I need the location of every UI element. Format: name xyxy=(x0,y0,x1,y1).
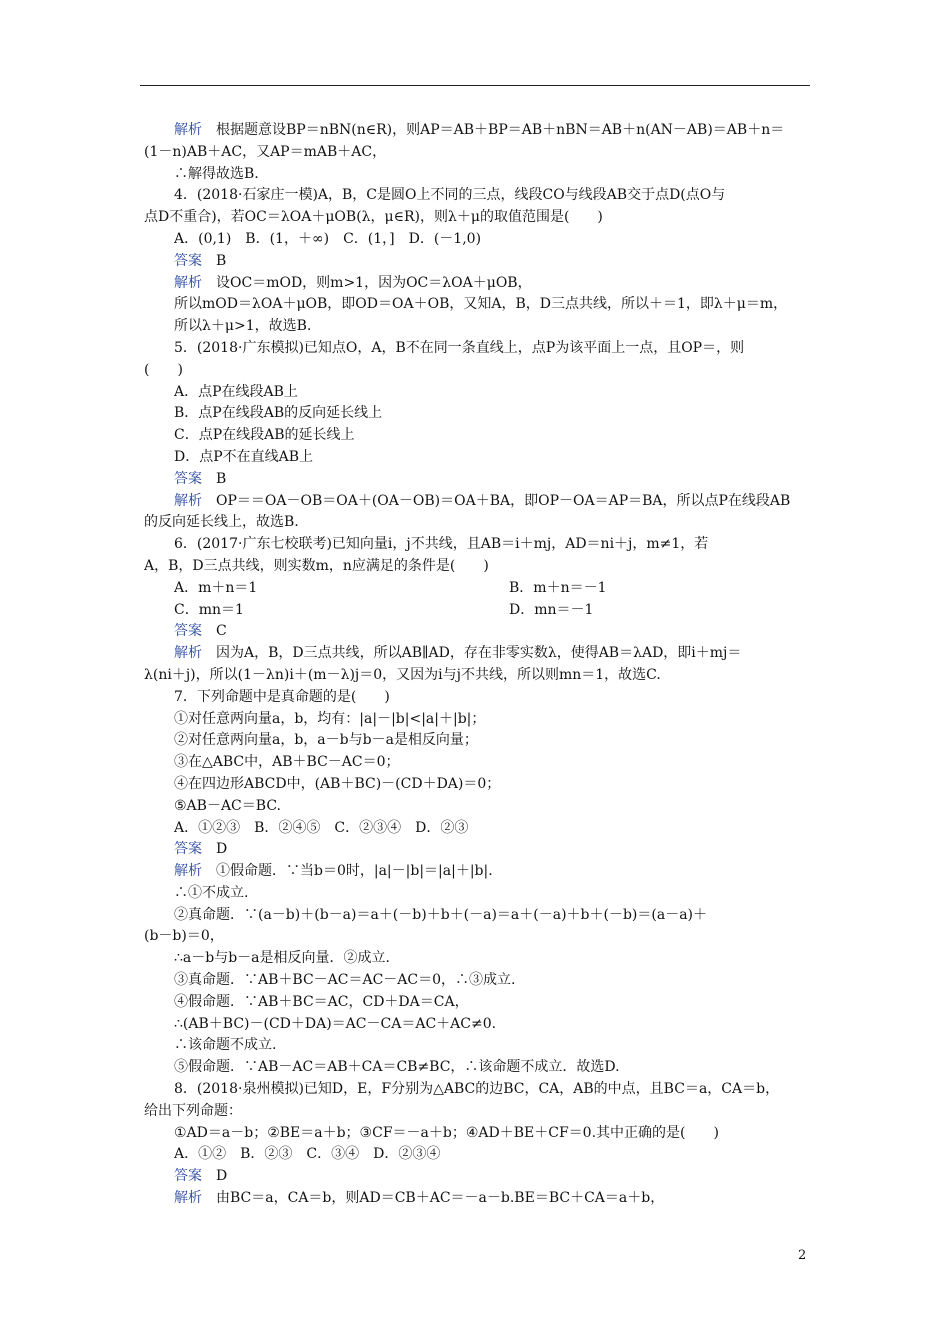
answer-label: 答案 xyxy=(174,252,202,269)
line-text: 设OC＝mOD，则m>1，因为OC＝λOA＋μOB， xyxy=(216,274,532,291)
line-text: D xyxy=(216,841,228,858)
line-text: D．点P不在直线AB上 xyxy=(174,448,314,465)
line-text: 的反向延长线上，故选B. xyxy=(144,514,299,531)
analysis-label: 解析 xyxy=(174,645,202,662)
line-text: ①假命题．∵当b＝0时，|a|－|b|＝|a|＋|b|. xyxy=(216,863,493,880)
line-text: 所以mOD＝λOA＋μOB，即OD＝OA＋OB，又知A，B，D三点共线，所以＋＝1，即λ＋μ＝m， xyxy=(174,296,788,313)
text-line xyxy=(144,970,812,992)
text-line xyxy=(144,1057,812,1079)
text-line xyxy=(144,229,812,251)
option-text: D．mn＝－1 xyxy=(509,601,594,618)
text-line xyxy=(144,382,812,404)
text-line xyxy=(144,251,812,273)
answer-label: 答案 xyxy=(174,1168,202,1185)
text-line xyxy=(144,600,812,622)
line-text: ⑤假命题．∵AB－AC＝AB＋CA＝CB≠BC，∴该命题不成立．故选D. xyxy=(174,1059,620,1076)
text-line xyxy=(144,1101,812,1123)
line-text: A．点P在线段AB上 xyxy=(174,383,298,400)
text-line xyxy=(144,491,812,513)
line-text: ∴(AB＋BC)－(CD＋DA)＝AC－CA＝AC＋AC≠0. xyxy=(174,1015,497,1032)
text-line xyxy=(144,621,812,643)
text-line xyxy=(144,796,812,818)
line-text: ∴①不成立. xyxy=(174,884,249,901)
text-line xyxy=(144,294,812,316)
analysis-label: 解析 xyxy=(174,1190,202,1207)
text-line xyxy=(144,774,812,796)
line-text: ∴a－b与b－a是相反向量．②成立. xyxy=(174,950,390,967)
text-line xyxy=(144,512,812,534)
text-line xyxy=(144,948,812,970)
line-text: (1－n)AB＋AC，又AP＝mAB＋AC， xyxy=(144,143,387,160)
text-line xyxy=(144,185,812,207)
text-line xyxy=(144,818,812,840)
line-text: B xyxy=(216,470,227,487)
line-text: ( ) xyxy=(144,361,183,378)
text-line xyxy=(144,709,812,731)
line-text: ④在四边形ABCD中，(AB＋BC)－(CD＋DA)＝0； xyxy=(174,775,501,792)
line-text: C xyxy=(216,623,227,640)
answer-label: 答案 xyxy=(174,470,202,487)
line-text: B．点P在线段AB的反向延长线上 xyxy=(174,405,383,422)
analysis-label: 解析 xyxy=(174,274,202,291)
text-line xyxy=(144,1144,812,1166)
line-text: 6．(2017·广东七校联考)已知向量i，j不共线，且AB＝i＋mj，AD＝ni＋j，m≠1，若 xyxy=(174,536,709,553)
line-text: 7．下列命题中是真命题的是( ) xyxy=(174,688,390,705)
text-line xyxy=(144,403,812,425)
line-text: 8．(2018·泉州模拟)已知D，E，F分别为△ABC的边BC，CA，AB的中点，且BC＝a，CA＝b， xyxy=(174,1081,780,1098)
analysis-label: 解析 xyxy=(174,863,202,880)
line-text: 所以λ＋μ>1，故选B. xyxy=(174,318,312,335)
page-number: 2 xyxy=(798,1248,807,1263)
line-text: A，B，D三点共线，则实数m，n应满足的条件是( ) xyxy=(144,557,489,574)
line-text: (b－b)＝0， xyxy=(144,928,224,945)
text-line xyxy=(144,1123,812,1145)
text-line xyxy=(144,992,812,1014)
line-text: A．(0,1) B．(1，＋∞) C．(1，] D．(－1,0) xyxy=(174,230,482,247)
line-text: D xyxy=(216,1168,228,1185)
line-text: ④假命题．∵AB＋BC＝AC，CD＋DA＝CA， xyxy=(174,993,469,1010)
document-body xyxy=(144,120,812,1210)
text-line xyxy=(144,425,812,447)
line-text: 5．(2018·广东模拟)已知点O，A，B不在同一条直线上，点P为该平面上一点，且OP＝，则 xyxy=(174,339,745,356)
text-line xyxy=(144,926,812,948)
text-line xyxy=(144,1188,812,1210)
text-line xyxy=(144,687,812,709)
text-line xyxy=(144,730,812,752)
text-line xyxy=(144,883,812,905)
text-line xyxy=(144,556,812,578)
text-line xyxy=(144,534,812,556)
option-text: C．mn＝1 xyxy=(174,601,244,618)
text-line xyxy=(144,316,812,338)
line-text: 点D不重合)，若OC＝λOA＋μOB(λ，μ∈R)，则λ＋μ的取值范围是( ) xyxy=(144,209,603,226)
line-text: B xyxy=(216,252,227,269)
line-text: 给出下列命题： xyxy=(144,1102,242,1119)
text-line xyxy=(144,1079,812,1101)
text-line xyxy=(144,752,812,774)
text-line xyxy=(144,164,812,186)
line-text: ⑤AB－AC＝BC. xyxy=(174,797,281,814)
text-line xyxy=(144,861,812,883)
text-line xyxy=(144,643,812,665)
line-text: ②对任意两向量a，b，a－b与b－a是相反向量； xyxy=(174,732,478,749)
text-line xyxy=(144,665,812,687)
text-line xyxy=(144,120,812,142)
text-line xyxy=(144,469,812,491)
line-text: ∴该命题不成立. xyxy=(174,1037,277,1054)
option-text: B．m＋n＝－1 xyxy=(509,579,607,596)
line-text: ①AD＝a－b；②BE＝a＋b；③CF＝－a＋b；④AD＋BE＋CF＝0.其中正确的是( ) xyxy=(174,1124,719,1141)
line-text: ①对任意两向量a，b，均有：|a|－|b|<|a|＋|b|； xyxy=(174,710,486,727)
line-text: C．点P在线段AB的延长线上 xyxy=(174,427,355,444)
line-text: A．①② B．②③ C．③④ D．②③④ xyxy=(174,1146,441,1163)
text-line xyxy=(144,338,812,360)
answer-label: 答案 xyxy=(174,623,202,640)
analysis-label: 解析 xyxy=(174,492,202,509)
text-line xyxy=(144,447,812,469)
line-text: 由BC＝a，CA＝b，则AD＝CB＋AC＝－a－b.BE＝BC＋CA＝a＋b， xyxy=(216,1190,665,1207)
line-text: ③真命题．∵AB＋BC－AC＝AC－AC＝0，∴③成立. xyxy=(174,972,516,989)
line-text: λ(ni＋j)，所以(1－λn)i＋(m－λ)j＝0，又因为i与j不共线，所以则mn＝1，故选C. xyxy=(144,666,661,683)
text-line xyxy=(144,839,812,861)
header-rule xyxy=(140,85,810,86)
analysis-label: 解析 xyxy=(174,122,202,138)
answer-label: 答案 xyxy=(174,841,202,858)
line-text: ②真命题．∵(a－b)＋(b－a)＝a＋(－b)＋b＋(－a)＝a＋(－a)＋b＋(－b)＝(a－a)＋ xyxy=(174,906,708,923)
line-text: A．①②③ B．②④⑤ C．②③④ D．②③ xyxy=(174,819,469,836)
line-text: 4．(2018·石家庄一模)A，B，C是圆O上不同的三点，线段CO与线段AB交于点D(点O与 xyxy=(174,187,726,204)
line-text: OP＝＝OA－OB＝OA＋(OA－OB)＝OA＋BA，即OP－OA＝AP＝BA，所以点P在线段AB xyxy=(216,492,791,509)
text-line xyxy=(144,360,812,382)
text-line xyxy=(144,1014,812,1036)
line-text: 根据题意设BP＝nBN(n∈R)，则AP＝AB＋BP＝AB＋nBN＝AB＋n(AN－AB)＝AB＋n＝ xyxy=(216,122,785,138)
option-text: A．m＋n＝1 xyxy=(174,579,258,596)
text-line xyxy=(144,273,812,295)
line-text: ③在△ABC中，AB＋BC－AC＝0； xyxy=(174,754,400,771)
text-line xyxy=(144,578,812,600)
text-line xyxy=(144,207,812,229)
line-text: 因为A，B，D三点共线，所以AB∥AD，存在非零实数λ，使得AB＝λAD，即i＋mj＝ xyxy=(216,645,742,662)
text-line xyxy=(144,1166,812,1188)
text-line xyxy=(144,142,812,164)
text-line xyxy=(144,1035,812,1057)
text-line xyxy=(144,905,812,927)
line-text: ∴解得故选B. xyxy=(174,165,259,182)
